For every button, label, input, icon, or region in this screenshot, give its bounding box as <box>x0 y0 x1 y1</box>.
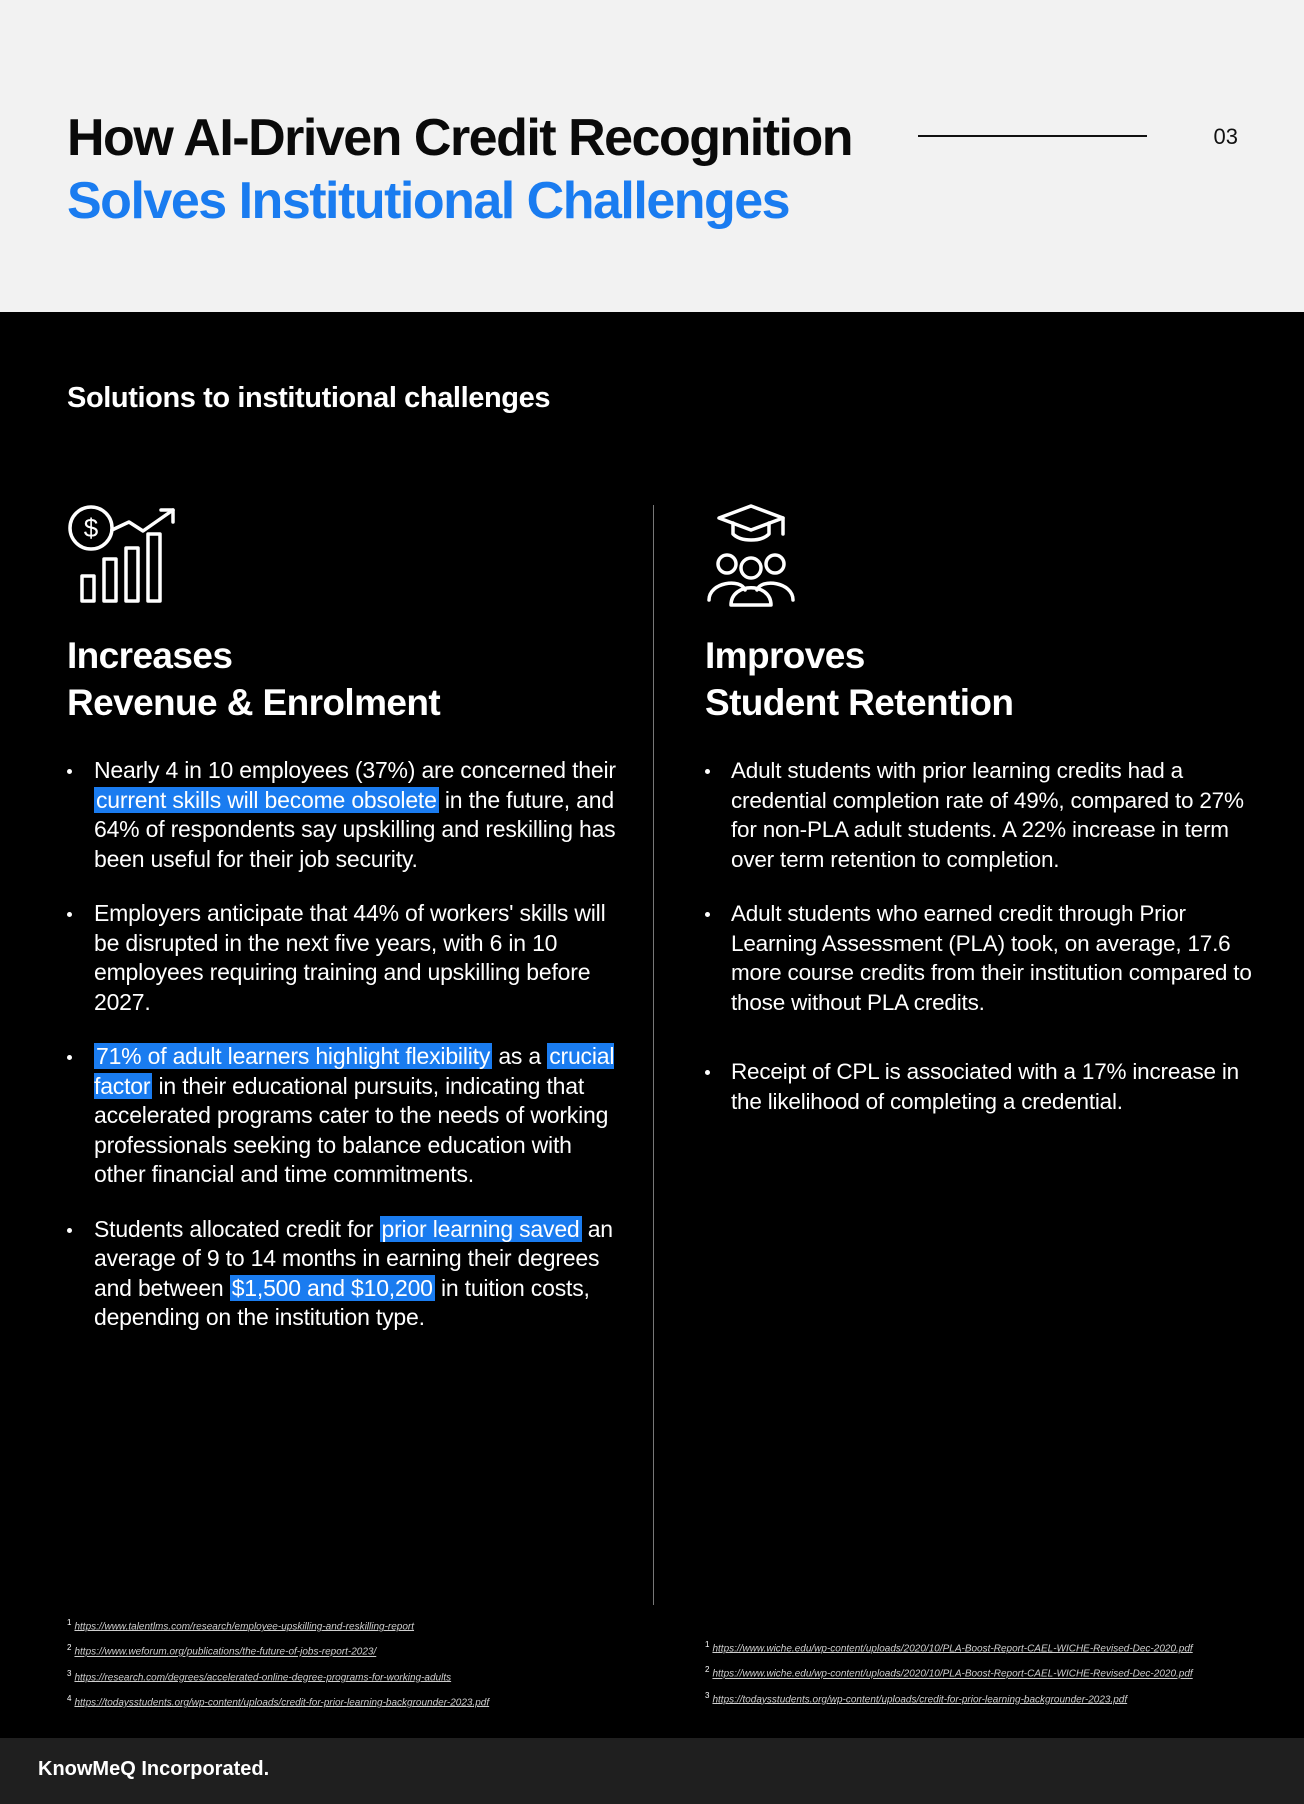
footnote <box>705 1634 1193 1659</box>
header-divider <box>918 135 1147 137</box>
list-item <box>67 756 627 874</box>
svg-text:$: $ <box>83 513 99 543</box>
footnote-link[interactable]: https://todaysstudents.org/wp-content/uploads/credit-for-prior-learning-backgrounder-2023.pdf <box>712 1693 1128 1705</box>
page-header <box>0 0 1304 312</box>
footnote-number: 1 <box>67 1618 72 1627</box>
page-title-line1: How AI-Driven Credit Recognition <box>67 109 852 167</box>
list-item <box>67 1042 627 1190</box>
point-text: Nearly 4 in 10 employees (37%) are concerned their <box>94 757 616 783</box>
revenue-title-line2: Revenue & Enrolment <box>67 682 441 723</box>
footnote-number: 3 <box>705 1690 710 1700</box>
footnote-number: 4 <box>67 1693 72 1703</box>
footnote-link[interactable]: https://www.wiche.edu/wp-content/uploads/2020/10/PLA-Boost-Report-CAEL-WICHE-Revised-Dec-2020.pdf <box>712 1668 1193 1680</box>
footnote-link[interactable]: https://www.talentlms.com/research/employee-upskilling-and-reskilling-report <box>74 1621 415 1633</box>
footnote-number: 3 <box>67 1668 72 1678</box>
revenue-footnotes <box>67 1612 489 1713</box>
highlighted-text: 71% of adult learners highlight flexibility <box>96 1043 491 1069</box>
retention-points-list <box>705 756 1255 1116</box>
point-text: Adult students who earned credit through Prior Learning Assessment (PLA) took, on average, 17.6 more course credits from their institution compared to those without PLA credits. <box>731 901 1252 1015</box>
main-content <box>0 312 1304 1738</box>
retention-column-title <box>705 632 1255 726</box>
point-text: Employers anticipate that 44% of workers' skills will be disrupted in the next five years, with 6 in 10 employees requiring training and upskilling before 2027. <box>94 900 606 1015</box>
list-item <box>705 899 1255 1017</box>
footnote-number: 2 <box>67 1643 72 1653</box>
footnote <box>67 1663 489 1688</box>
company-name: KnowMeQ Incorporated. <box>38 1758 270 1780</box>
point-text: as a <box>492 1043 548 1069</box>
revenue-growth-chart-icon <box>67 504 177 608</box>
revenue-points-list <box>67 756 627 1333</box>
retention-footnotes <box>705 1634 1193 1710</box>
retention-column <box>705 504 1255 1141</box>
point-text: in the future, and 64% of respondents say upskilling and reskilling has been useful for their job security. <box>94 786 616 872</box>
list-item <box>705 1057 1255 1116</box>
page-title-line2: Solves Institutional Challenges <box>67 172 790 230</box>
highlighted-text: current skills will become obsolete <box>96 786 437 813</box>
point-text: an average of 9 to 14 months in earning their degrees and between <box>94 1215 613 1301</box>
section-heading: Solutions to institutional challenges <box>67 382 551 414</box>
graduation-cap-students-icon <box>705 504 815 608</box>
point-text: in tuition costs, depending on the institution type. <box>94 1274 590 1330</box>
list-item <box>67 1215 627 1333</box>
point-text: Adult students with prior learning credits had a credential completion rate of 49%, compared to 27% for non-PLA adult students. A 22% increase in term over term retention to completion. <box>731 758 1244 872</box>
footnote <box>705 1659 1193 1684</box>
list-item <box>67 899 627 1017</box>
footnote <box>67 1688 489 1713</box>
footnote-number: 2 <box>705 1665 710 1675</box>
footnote <box>67 1612 489 1637</box>
highlighted-text: $1,500 and $10,200 <box>231 1274 433 1301</box>
highlighted-text: prior learning saved <box>381 1215 580 1242</box>
footnote-link[interactable]: https://research.com/degrees/accelerated-online-degree-programs-for-working-adults <box>74 1671 452 1683</box>
revenue-column-title <box>67 632 627 726</box>
page-number: 03 <box>1213 124 1238 149</box>
retention-title-line2: Student Retention <box>705 682 1014 723</box>
page-footer <box>0 1738 1304 1804</box>
footnote <box>67 1637 489 1662</box>
retention-title-line1: Improves <box>705 635 865 676</box>
highlighted-text: crucial factor <box>94 1043 615 1099</box>
footnote-link[interactable]: https://todaysstudents.org/wp-content/uploads/credit-for-prior-learning-backgrounder-2023.pdf <box>74 1697 490 1709</box>
revenue-column <box>67 504 627 1358</box>
revenue-title-line1: Increases <box>67 635 233 676</box>
footnote-link[interactable]: https://www.weforum.org/publications/the-future-of-jobs-report-2023/ <box>74 1646 377 1658</box>
list-item <box>705 756 1255 874</box>
footnote-number: 1 <box>705 1640 710 1649</box>
column-divider <box>653 505 654 1605</box>
footnote <box>705 1685 1193 1710</box>
point-text: in their educational pursuits, indicating that accelerated programs cater to the needs of working professionals seeking to balance education with other financial and time commitments. <box>94 1072 609 1187</box>
footnote-link[interactable]: https://www.wiche.edu/wp-content/uploads/2020/10/PLA-Boost-Report-CAEL-WICHE-Revised-Dec-2020.pdf <box>712 1643 1193 1655</box>
point-text: Students allocated credit for <box>94 1215 380 1242</box>
point-text: Receipt of CPL is associated with a 17% increase in the likelihood of completing a credential. <box>731 1059 1239 1114</box>
